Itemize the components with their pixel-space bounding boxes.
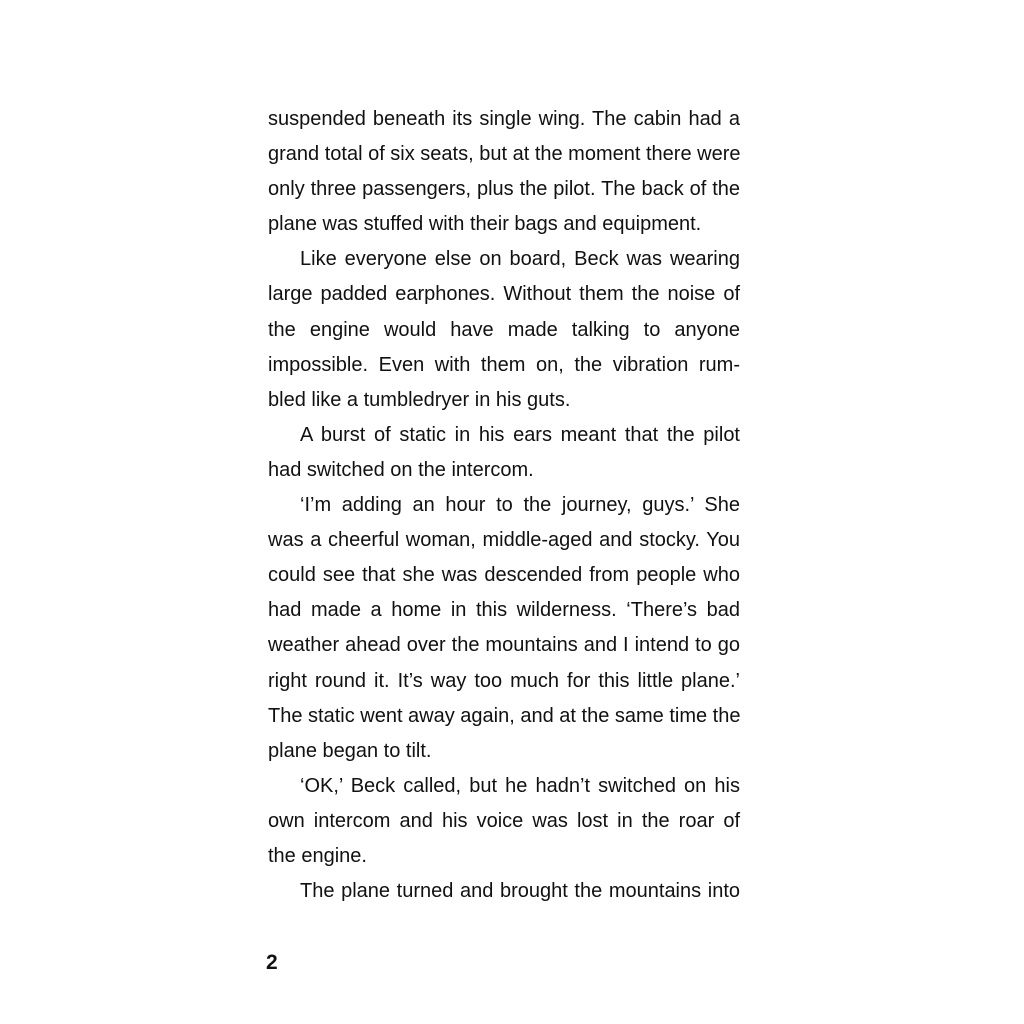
text-line: had made a home in this wilderness. ‘There’s bad <box>268 599 740 622</box>
text-line: ‘I’m adding an hour to the journey, guys.’ She <box>300 494 740 517</box>
text-line: The plane turned and brought the mountains into <box>300 880 740 903</box>
text-line: plane began to tilt. <box>268 739 432 762</box>
page-number: 2 <box>266 951 278 974</box>
text-line: large padded earphones. Without them the noise of <box>268 283 740 306</box>
text-line: ‘OK,’ Beck called, but he hadn’t switched on his <box>300 774 740 797</box>
text-line: impossible. Even with them on, the vibration rum- <box>268 353 740 376</box>
text-line: weather ahead over the mountains and I intend to go <box>268 634 740 657</box>
text-line: could see that she was descended from people who <box>268 564 740 587</box>
text-line: Like everyone else on board, Beck was wearing <box>300 248 740 271</box>
text-line: grand total of six seats, but at the moment there were <box>268 143 741 166</box>
text-line: plane was stuffed with their bags and equipment. <box>268 213 702 236</box>
text-line: only three passengers, plus the pilot. The back of the <box>268 178 740 201</box>
text-line: was a cheerful woman, middle-aged and stocky. You <box>268 529 740 552</box>
text-line: The static went away again, and at the same time the <box>268 704 741 727</box>
text-line: own intercom and his voice was lost in the roar of <box>268 809 740 832</box>
text-line: bled like a tumbledryer in his guts. <box>268 388 571 411</box>
text-line: suspended beneath its single wing. The cabin had a <box>268 108 740 130</box>
text-line: A burst of static in his ears meant that the pilot <box>300 423 740 446</box>
text-line: had switched on the intercom. <box>268 458 534 481</box>
text-line: right round it. It’s way too much for this little plane.’ <box>268 669 740 692</box>
text-line: the engine. <box>268 844 367 867</box>
body-text <box>268 102 740 909</box>
text-line: the engine would have made talking to anyone <box>268 318 740 341</box>
